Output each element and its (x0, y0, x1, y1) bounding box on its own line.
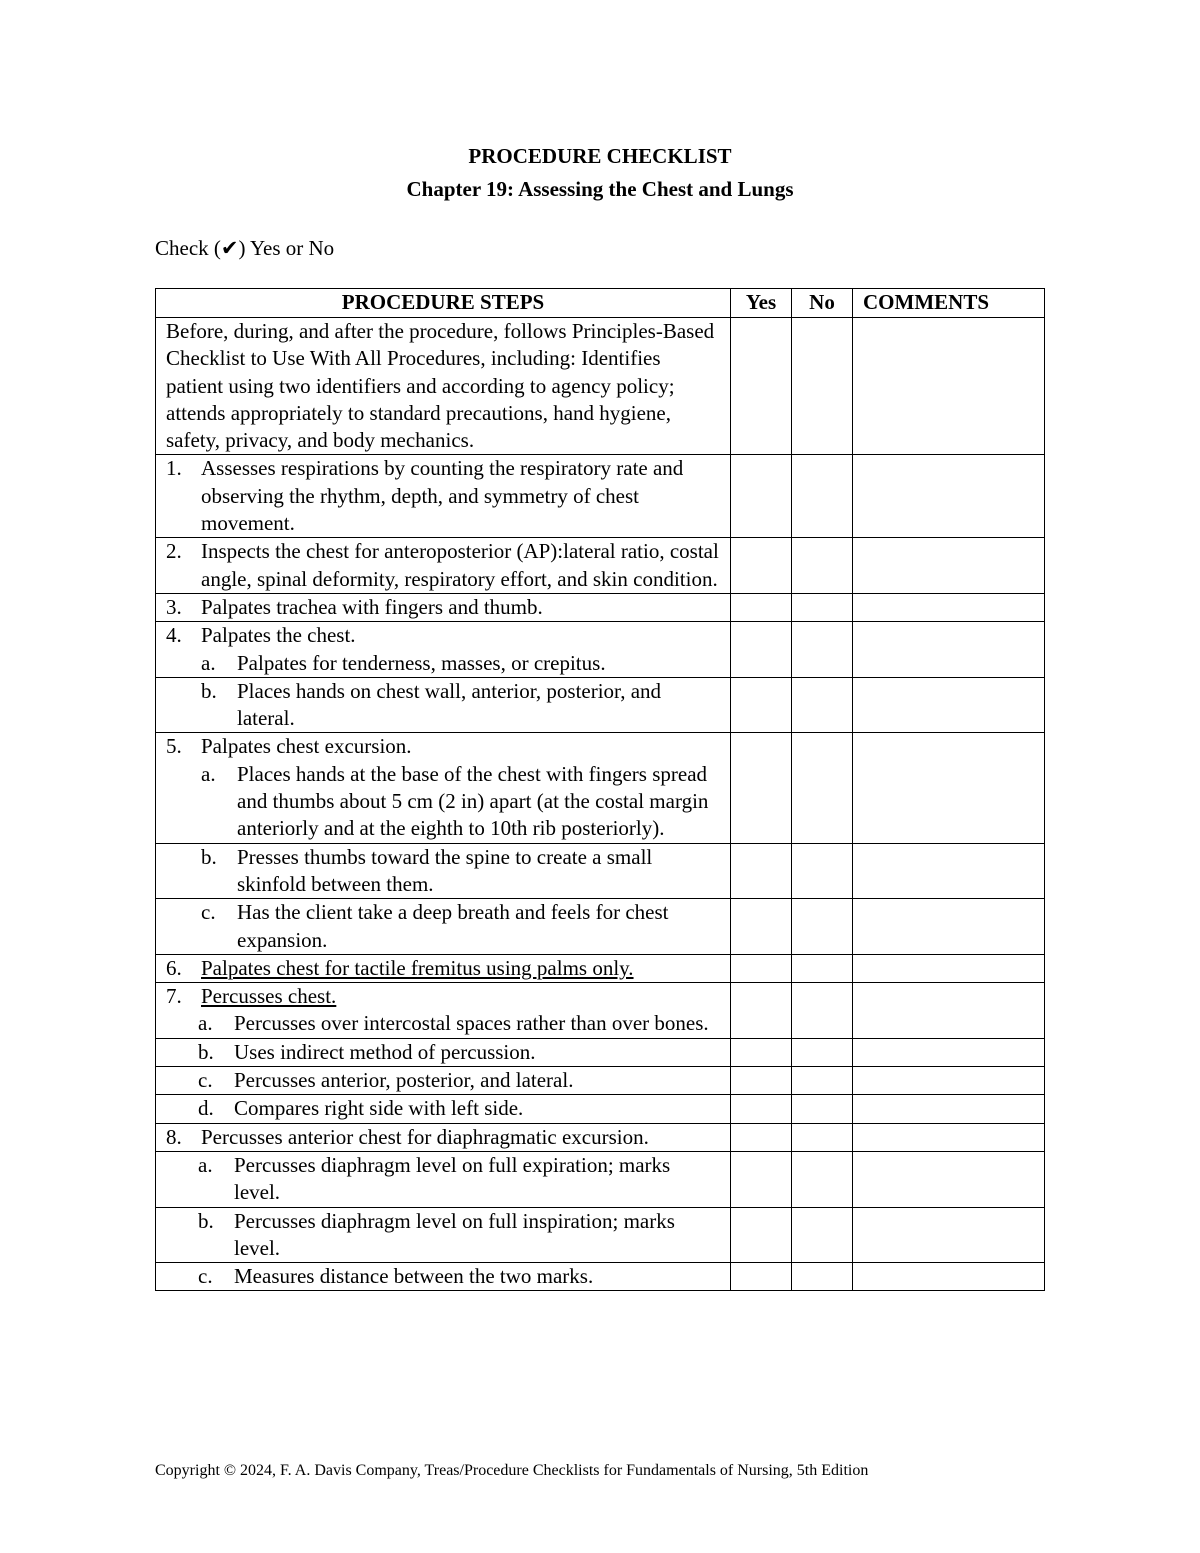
yes-checkbox-cell[interactable] (731, 1095, 792, 1123)
substep-text: Has the client take a deep breath and feels for chest expansion. (237, 900, 669, 952)
step-text: Palpates trachea with fingers and thumb. (201, 594, 543, 619)
comments-cell[interactable] (853, 1067, 1045, 1095)
comments-cell[interactable] (853, 843, 1045, 899)
no-checkbox-cell[interactable] (792, 593, 853, 621)
no-checkbox-cell[interactable] (792, 1067, 853, 1095)
step-text: Percusses chest. (201, 984, 337, 1009)
yes-checkbox-cell[interactable] (731, 1123, 792, 1151)
step-text: Percusses anterior chest for diaphragmatic excursion. (201, 1124, 649, 1149)
no-checkbox-cell[interactable] (792, 318, 853, 455)
step-cell (156, 954, 731, 982)
substep-letter: b. (201, 678, 217, 703)
table-row (156, 622, 1045, 678)
yes-checkbox-cell[interactable] (731, 983, 792, 1039)
comments-cell[interactable] (853, 983, 1045, 1039)
comments-cell[interactable] (853, 899, 1045, 955)
no-checkbox-cell[interactable] (792, 538, 853, 594)
substep-letter: b. (201, 844, 217, 869)
table-row (156, 983, 1045, 1039)
comments-cell[interactable] (853, 318, 1045, 455)
substep-text: Uses indirect method of percussion. (234, 1039, 536, 1064)
comments-cell[interactable] (853, 1095, 1045, 1123)
step-cell (156, 1263, 731, 1291)
no-checkbox-cell[interactable] (792, 843, 853, 899)
instruction-text: Check (✔) Yes or No (155, 236, 335, 260)
yes-checkbox-cell[interactable] (731, 622, 792, 678)
table-row (156, 843, 1045, 899)
comments-cell[interactable] (853, 1038, 1045, 1066)
step-text: Palpates chest for tactile fremitus using palms only. (201, 955, 634, 980)
table-row (156, 538, 1045, 594)
step-cell (156, 622, 731, 678)
procedure-checklist-table (155, 288, 1045, 1291)
substep-letter: a. (198, 1152, 213, 1177)
step-cell (156, 1038, 731, 1066)
substep-text: Presses thumbs toward the spine to create a small skinfold between them. (237, 844, 653, 896)
step-number: 8. (166, 1124, 182, 1149)
substep-letter: a. (201, 650, 216, 675)
table-row (156, 1095, 1045, 1123)
comments-cell[interactable] (853, 538, 1045, 594)
step-number: 5. (166, 734, 182, 759)
yes-checkbox-cell[interactable] (731, 455, 792, 538)
comments-cell[interactable] (853, 1151, 1045, 1207)
header-yes: Yes (731, 289, 792, 318)
table-row (156, 1207, 1045, 1263)
step-cell (156, 1207, 731, 1263)
step-text: Palpates the chest. (201, 623, 356, 648)
table-row (156, 1038, 1045, 1066)
step-cell (156, 899, 731, 955)
step-cell (156, 983, 731, 1039)
no-checkbox-cell[interactable] (792, 1095, 853, 1123)
no-checkbox-cell[interactable] (792, 1207, 853, 1263)
yes-checkbox-cell[interactable] (731, 538, 792, 594)
step-cell (156, 1095, 731, 1123)
no-checkbox-cell[interactable] (792, 733, 853, 843)
substep-letter: d. (198, 1096, 214, 1121)
substep-text: Places hands at the base of the chest with fingers spread and thumbs about 5 cm (2 in) apart (at the costal margin anteriorly and at the eighth to 10th rib posteriorly). (237, 761, 709, 841)
copyright-footer: Copyright © 2024, F. A. Davis Company, Treas/Procedure Checklists for Fundamentals of Nursing, 5th Edition (155, 1462, 869, 1479)
header-no: No (792, 289, 853, 318)
substep-text: Percusses anterior, posterior, and lateral. (234, 1068, 574, 1093)
document-title: PROCEDURE CHECKLIST (468, 144, 732, 168)
comments-cell[interactable] (853, 677, 1045, 733)
step-number: 6. (166, 955, 182, 980)
table-row (156, 1067, 1045, 1095)
no-checkbox-cell[interactable] (792, 455, 853, 538)
table-row (156, 899, 1045, 955)
substep-letter: b. (198, 1208, 214, 1233)
yes-checkbox-cell[interactable] (731, 1038, 792, 1066)
no-checkbox-cell[interactable] (792, 1123, 853, 1151)
step-text: Before, during, and after the procedure, follows Principles-Based Checklist to Use With All Procedures, including: Identifies patient using two identifiers and according to agency policy; attends appropriately to standard precautions, hand hygiene, safety, privacy, and body mechanics. (166, 319, 715, 453)
step-cell (156, 843, 731, 899)
table-row (156, 1123, 1045, 1151)
step-cell (156, 318, 731, 455)
yes-checkbox-cell[interactable] (731, 954, 792, 982)
yes-checkbox-cell[interactable] (731, 677, 792, 733)
no-checkbox-cell[interactable] (792, 622, 853, 678)
substep-text: Percusses over intercostal spaces rather than over bones. (234, 1011, 709, 1036)
no-checkbox-cell[interactable] (792, 983, 853, 1039)
no-checkbox-cell[interactable] (792, 954, 853, 982)
comments-cell[interactable] (853, 1263, 1045, 1291)
step-text: Inspects the chest for anteroposterior (AP):lateral ratio, costal angle, spinal deformity, respiratory effort, and skin condition. (201, 539, 719, 591)
step-cell (156, 1151, 731, 1207)
header-comments: COMMENTS (853, 289, 1045, 318)
table-row (156, 1263, 1045, 1291)
step-cell (156, 677, 731, 733)
no-checkbox-cell[interactable] (792, 899, 853, 955)
step-text: Assesses respirations by counting the respiratory rate and observing the rhythm, depth, and symmetry of chest movement. (201, 456, 684, 536)
substep-text: Palpates for tenderness, masses, or crepitus. (237, 650, 606, 675)
yes-checkbox-cell[interactable] (731, 899, 792, 955)
step-number: 2. (166, 539, 182, 564)
substep-text: Places hands on chest wall, anterior, posterior, and lateral. (237, 678, 662, 731)
step-number: 7. (166, 984, 182, 1009)
yes-checkbox-cell[interactable] (731, 733, 792, 843)
no-checkbox-cell[interactable] (792, 1151, 853, 1207)
header-procedure-steps: PROCEDURE STEPS (156, 289, 731, 318)
step-cell (156, 733, 731, 843)
step-text: Palpates chest excursion. (201, 734, 412, 759)
yes-checkbox-cell[interactable] (731, 318, 792, 455)
substep-text: Percusses diaphragm level on full inspiration; marks level. (234, 1208, 675, 1260)
yes-checkbox-cell[interactable] (731, 1207, 792, 1263)
comments-cell[interactable] (853, 1123, 1045, 1151)
no-checkbox-cell[interactable] (792, 1038, 853, 1066)
yes-checkbox-cell[interactable] (731, 1067, 792, 1095)
comments-cell[interactable] (853, 954, 1045, 982)
table-row (156, 318, 1045, 455)
substep-letter: c. (198, 1264, 213, 1289)
step-number: 4. (166, 623, 182, 648)
no-checkbox-cell[interactable] (792, 1263, 853, 1291)
table-row (156, 677, 1045, 733)
step-cell (156, 593, 731, 621)
yes-checkbox-cell[interactable] (731, 593, 792, 621)
step-cell (156, 1067, 731, 1095)
comments-cell[interactable] (853, 733, 1045, 843)
table-row (156, 593, 1045, 621)
step-cell (156, 538, 731, 594)
substep-text: Compares right side with left side. (234, 1096, 524, 1121)
step-cell (156, 455, 731, 538)
table-row (156, 954, 1045, 982)
yes-checkbox-cell[interactable] (731, 1263, 792, 1291)
step-cell (156, 1123, 731, 1151)
yes-checkbox-cell[interactable] (731, 1151, 792, 1207)
comments-cell[interactable] (853, 593, 1045, 621)
substep-letter: c. (201, 900, 216, 925)
table-row (156, 1151, 1045, 1207)
substep-letter: b. (198, 1039, 214, 1064)
comments-cell[interactable] (853, 622, 1045, 678)
substep-text: Measures distance between the two marks. (234, 1264, 594, 1289)
table-header-row (156, 289, 1045, 318)
comments-cell[interactable] (853, 1207, 1045, 1263)
comments-cell[interactable] (853, 455, 1045, 538)
substep-letter: a. (198, 1011, 213, 1036)
substep-text: Percusses diaphragm level on full expiration; marks level. (234, 1152, 671, 1205)
substep-letter: a. (201, 761, 216, 786)
step-number: 3. (166, 594, 182, 619)
no-checkbox-cell[interactable] (792, 677, 853, 733)
yes-checkbox-cell[interactable] (731, 843, 792, 899)
table-row (156, 455, 1045, 538)
table-row (156, 733, 1045, 843)
substep-letter: c. (198, 1068, 213, 1093)
chapter-subtitle: Chapter 19: Assessing the Chest and Lungs (406, 177, 794, 201)
step-number: 1. (166, 456, 182, 481)
